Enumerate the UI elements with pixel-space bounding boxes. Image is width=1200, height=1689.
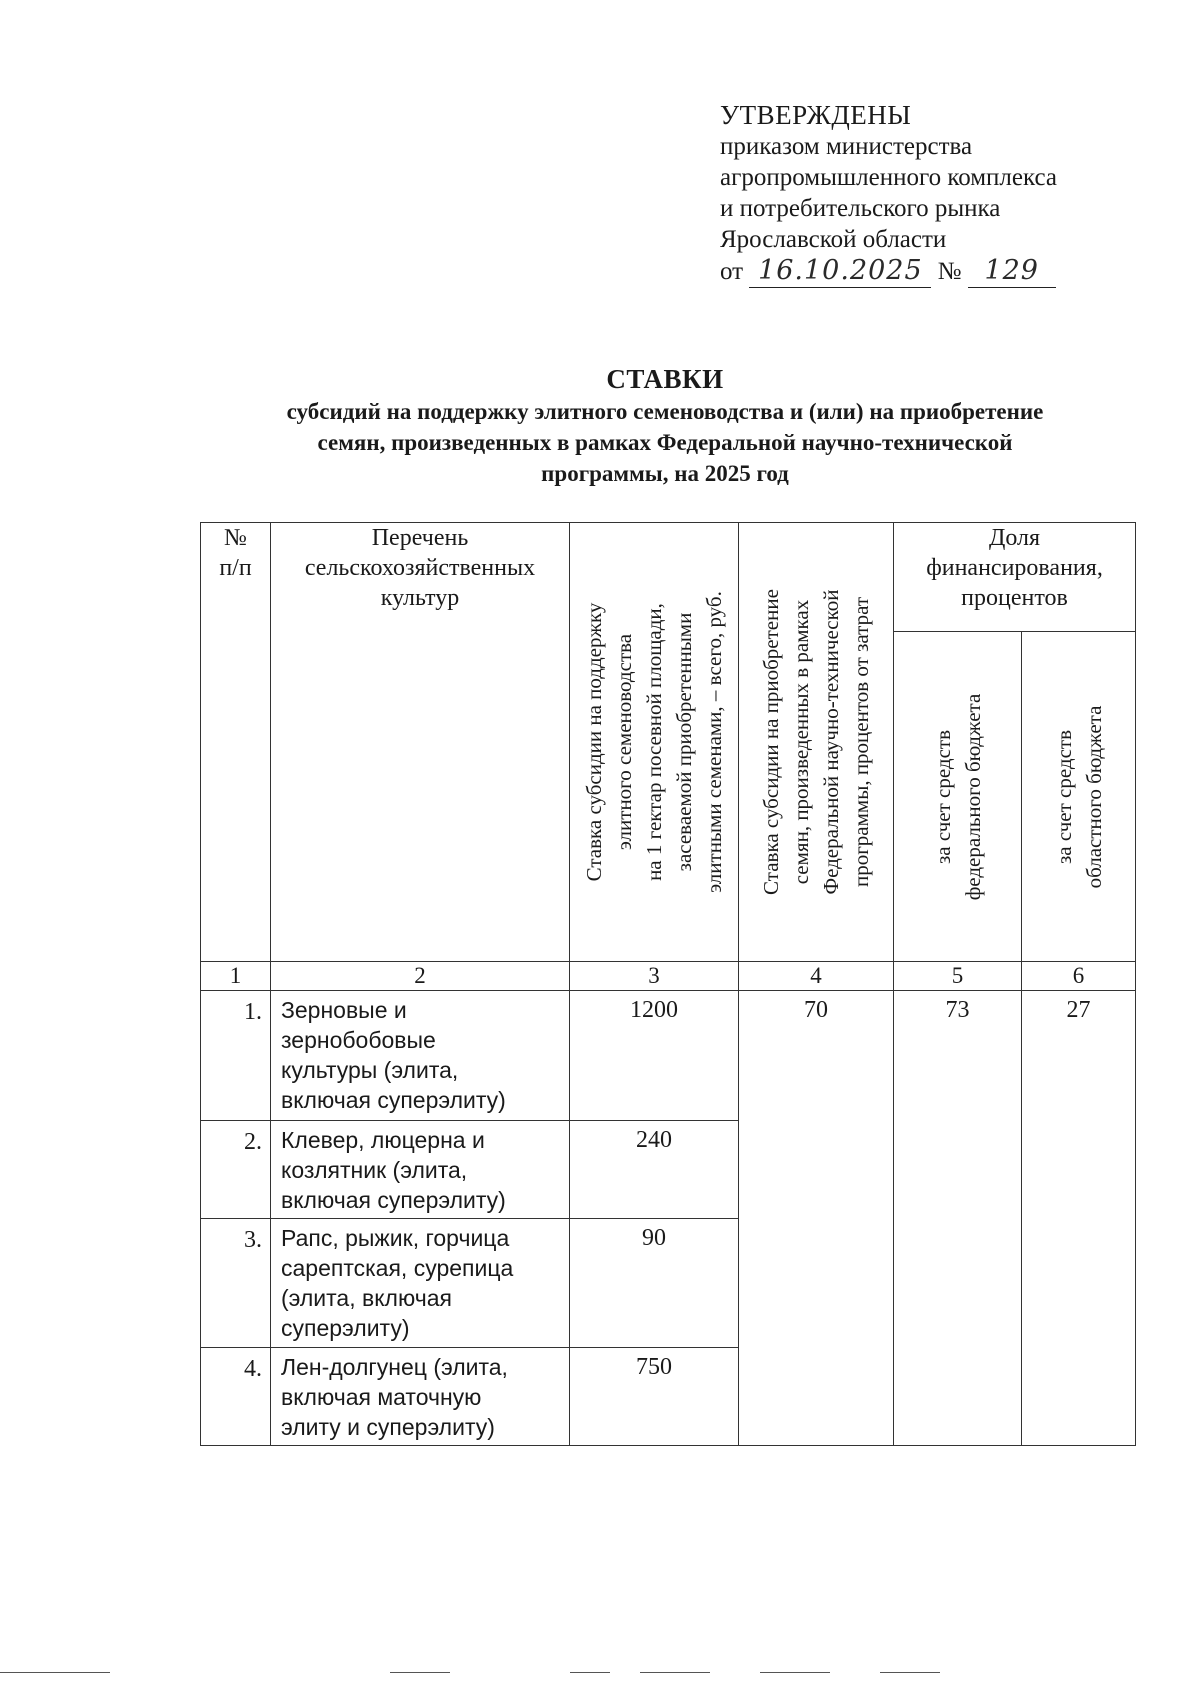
approval-line-1: приказом министерства (720, 133, 973, 160)
crop-line: Лен-долгунец (элита, (281, 1354, 508, 1380)
federal-share-value: 73 (894, 991, 1022, 1446)
column-number: 5 (894, 962, 1022, 991)
header-text: Доля (988, 525, 1041, 551)
row-number: 4. (201, 1348, 271, 1446)
column-number-row (201, 962, 1136, 991)
scan-edge-line (570, 1672, 610, 1673)
crop-name (271, 1219, 570, 1348)
title-main: СТАВКИ (606, 364, 724, 394)
header-text: п/п (219, 555, 252, 581)
approval-heading: УТВЕРЖДЕНЫ (720, 100, 912, 130)
number-field (968, 255, 1056, 288)
number-prefix: № (937, 258, 962, 285)
header-vertical-text (1049, 705, 1109, 888)
column-number: 1 (201, 962, 271, 991)
header-row-number (201, 523, 271, 962)
crop-line: включая суперэлиту) (281, 1187, 506, 1213)
header-text: финансирования, (926, 555, 1103, 581)
header-program-rate (739, 523, 894, 962)
row-number: 1. (201, 991, 271, 1121)
header-vertical-text (928, 693, 988, 900)
header-text: культур (380, 585, 460, 611)
header-text: за счет средств (1051, 729, 1076, 864)
column-number: 4 (739, 962, 894, 991)
crop-line: козлятник (элита, (281, 1157, 468, 1183)
header-regional-budget (1022, 632, 1136, 962)
header-text: процентов (961, 585, 1068, 611)
crop-line: культуры (элита, (281, 1057, 459, 1083)
header-text: Ставка субсидии на поддержку (582, 602, 606, 882)
title-sub-line-3: программы, на 2025 год (541, 461, 789, 486)
header-federal-budget (894, 632, 1022, 962)
column-number: 3 (570, 962, 739, 991)
header-text: Ставка субсидии на приобретение (759, 589, 783, 895)
approval-date-line (720, 255, 1057, 288)
table-row (201, 991, 1136, 1121)
title-sub-line-1: субсидий на поддержку элитного семеноводства и (или) на приобретение (286, 399, 1044, 424)
scan-edge-line (390, 1672, 450, 1673)
handwritten-number: 129 (984, 255, 1039, 286)
header-vertical-text (579, 591, 729, 893)
crop-name (271, 991, 570, 1121)
crop-line: Рапс, рыжик, горчица (281, 1225, 510, 1251)
document-title (190, 362, 1140, 489)
scan-edge-line (640, 1672, 710, 1673)
title-sub-line-2: семян, произведенных в рамках Федеральной научно-технической (317, 430, 1013, 455)
row-number: 2. (201, 1121, 271, 1219)
crop-line: суперэлиту) (281, 1315, 410, 1341)
crop-line: Клевер, люцерна и (281, 1127, 485, 1153)
header-text: областного бюджета (1081, 705, 1106, 888)
elite-rate-value: 90 (570, 1219, 739, 1348)
header-text: семян, произведенных в рамках (789, 599, 813, 885)
elite-rate-value: 1200 (570, 991, 739, 1121)
header-text: элитными семенами, – всего, руб. (702, 591, 726, 893)
handwritten-date: 16.10.2025 (758, 255, 923, 286)
regional-share-value: 27 (1022, 991, 1136, 1446)
approval-line-4: Ярославской области (720, 226, 947, 253)
header-text: на 1 гектар посевной площади, (642, 603, 666, 881)
scan-edge-line (760, 1672, 830, 1673)
approval-line-2: агропромышленного комплекса (720, 164, 1058, 191)
header-funding-share (894, 523, 1136, 632)
header-text: Федеральной научно-технической (819, 589, 843, 895)
crop-line: элиту и суперэлиту) (281, 1414, 495, 1440)
header-text: Перечень (371, 525, 469, 551)
approval-block (720, 100, 1057, 288)
elite-rate-value: 240 (570, 1121, 739, 1219)
crop-name (271, 1348, 570, 1446)
header-text: № (224, 525, 247, 551)
header-text: программы, процентов от затрат (849, 596, 873, 888)
header-vertical-text (756, 589, 876, 895)
crop-line: сарептская, сурепица (281, 1255, 514, 1281)
approval-line-3: и потребительского рынка (720, 195, 1001, 222)
rates-table (200, 522, 1136, 1446)
scan-edge-line (880, 1672, 940, 1673)
header-text: сельскохозяйственных (304, 555, 536, 581)
crop-line: включая суперэлиту) (281, 1087, 506, 1113)
crop-name (271, 1121, 570, 1219)
header-text: федерального бюджета (960, 693, 985, 900)
header-text: элитного семеноводства (612, 633, 636, 851)
crop-line: Зерновые и (281, 997, 407, 1023)
date-field (749, 255, 931, 288)
scan-edge-line (0, 1672, 110, 1673)
header-elite-rate (570, 523, 739, 962)
date-prefix: от (720, 258, 744, 285)
header-text: засеваемой приобретенными (672, 612, 696, 872)
crop-line: зернобобовые (281, 1027, 436, 1053)
elite-rate-value: 750 (570, 1348, 739, 1446)
header-crop-list (271, 523, 570, 962)
header-text: за счет средств (930, 729, 955, 864)
row-number: 3. (201, 1219, 271, 1348)
column-number: 2 (271, 962, 570, 991)
crop-line: включая маточную (281, 1384, 482, 1410)
program-rate-value: 70 (739, 991, 894, 1446)
column-number: 6 (1022, 962, 1136, 991)
crop-line: (элита, включая (281, 1285, 452, 1311)
